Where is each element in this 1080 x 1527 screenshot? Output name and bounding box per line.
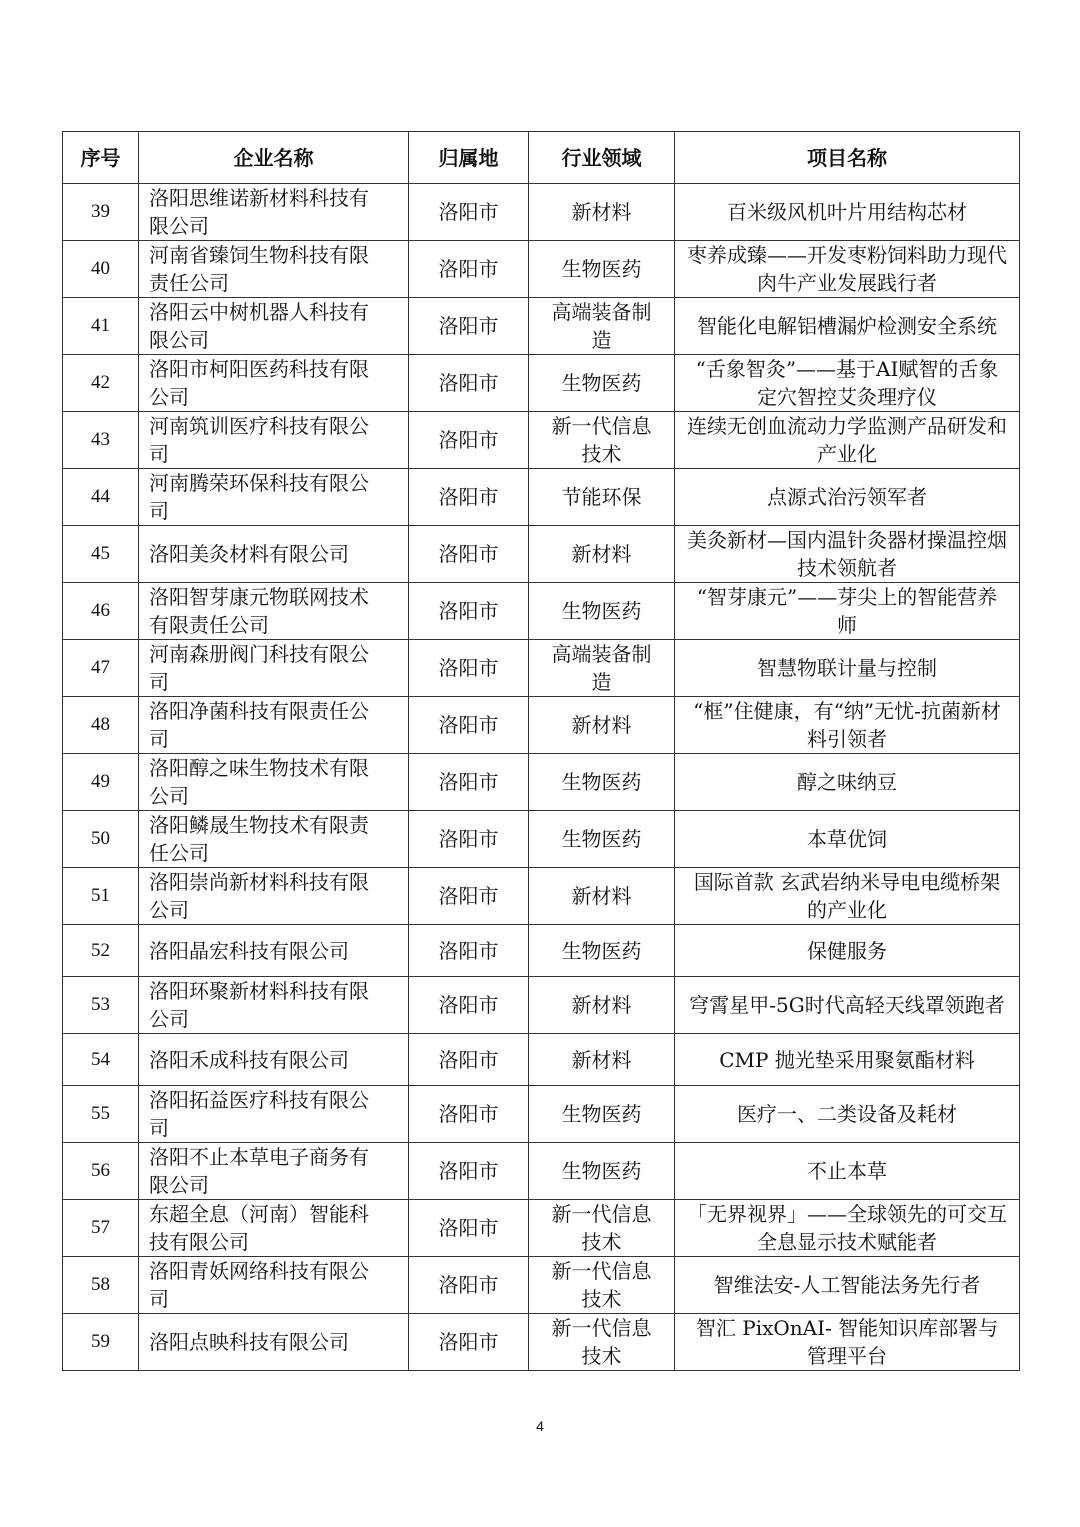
cell-no: 56 [63, 1143, 139, 1200]
header-company: 企业名称 [139, 132, 409, 184]
header-project: 项目名称 [675, 132, 1020, 184]
cell-location: 洛阳市 [409, 412, 529, 469]
cell-location: 洛阳市 [409, 298, 529, 355]
cell-company: 洛阳点映科技有限公司 [139, 1314, 409, 1371]
cell-company: 洛阳不止本草电子商务有限公司 [139, 1143, 409, 1200]
cell-industry: 生物医药 [529, 1143, 675, 1200]
cell-location: 洛阳市 [409, 640, 529, 697]
cell-industry: 新一代信息技术 [529, 1257, 675, 1314]
cell-no: 47 [63, 640, 139, 697]
cell-location: 洛阳市 [409, 526, 529, 583]
table-header-row [63, 132, 1020, 184]
cell-location: 洛阳市 [409, 1257, 529, 1314]
table-row [63, 241, 1020, 298]
cell-company: 河南腾荣环保科技有限公司 [139, 469, 409, 526]
table-row [63, 1086, 1020, 1143]
cell-project: 不止本草 [675, 1143, 1020, 1200]
cell-no: 42 [63, 355, 139, 412]
cell-location: 洛阳市 [409, 1314, 529, 1371]
cell-location: 洛阳市 [409, 925, 529, 977]
cell-project: 「无界视界」——全球领先的可交互全息显示技术赋能者 [675, 1200, 1020, 1257]
cell-company: 洛阳智芽康元物联网技术有限责任公司 [139, 583, 409, 640]
cell-no: 55 [63, 1086, 139, 1143]
cell-project: 智能化电解铝槽漏炉检测安全系统 [675, 298, 1020, 355]
cell-no: 45 [63, 526, 139, 583]
table-row [63, 811, 1020, 868]
cell-industry: 新一代信息技术 [529, 412, 675, 469]
cell-industry: 生物医药 [529, 754, 675, 811]
cell-no: 57 [63, 1200, 139, 1257]
cell-industry: 生物医药 [529, 1086, 675, 1143]
cell-industry: 新材料 [529, 977, 675, 1034]
cell-industry: 生物医药 [529, 811, 675, 868]
table-row [63, 526, 1020, 583]
cell-industry: 新材料 [529, 184, 675, 241]
table-row [63, 977, 1020, 1034]
cell-company: 洛阳禾成科技有限公司 [139, 1034, 409, 1086]
cell-project: 保健服务 [675, 925, 1020, 977]
cell-company: 洛阳云中树机器人科技有限公司 [139, 298, 409, 355]
table-row [63, 469, 1020, 526]
table-row [63, 925, 1020, 977]
cell-project: 醇之味纳豆 [675, 754, 1020, 811]
cell-industry: 新材料 [529, 697, 675, 754]
cell-company: 河南筑训医疗科技有限公司 [139, 412, 409, 469]
cell-company: 东超全息（河南）智能科技有限公司 [139, 1200, 409, 1257]
cell-industry: 生物医药 [529, 241, 675, 298]
cell-industry: 新材料 [529, 868, 675, 925]
cell-company: 洛阳崇尚新材料科技有限公司 [139, 868, 409, 925]
cell-location: 洛阳市 [409, 1200, 529, 1257]
cell-project: 医疗一、二类设备及耗材 [675, 1086, 1020, 1143]
cell-project: 智维法安-人工智能法务先行者 [675, 1257, 1020, 1314]
cell-project: 国际首款 玄武岩纳米导电电缆桥架的产业化 [675, 868, 1020, 925]
cell-company: 洛阳青妖网络科技有限公司 [139, 1257, 409, 1314]
cell-no: 58 [63, 1257, 139, 1314]
cell-no: 40 [63, 241, 139, 298]
cell-no: 39 [63, 184, 139, 241]
cell-no: 46 [63, 583, 139, 640]
cell-project: 穹霄星甲-5G时代高轻天线罩领跑者 [675, 977, 1020, 1034]
cell-industry: 生物医药 [529, 583, 675, 640]
table-row [63, 1257, 1020, 1314]
cell-no: 52 [63, 925, 139, 977]
cell-no: 51 [63, 868, 139, 925]
cell-project: “智芽康元”——芽尖上的智能营养师 [675, 583, 1020, 640]
table-body [63, 184, 1020, 1371]
cell-project: 本草优饲 [675, 811, 1020, 868]
table-row [63, 1200, 1020, 1257]
cell-location: 洛阳市 [409, 1143, 529, 1200]
cell-project: 点源式治污领军者 [675, 469, 1020, 526]
table-row [63, 298, 1020, 355]
header-industry: 行业领域 [529, 132, 675, 184]
cell-no: 44 [63, 469, 139, 526]
cell-industry: 节能环保 [529, 469, 675, 526]
table-row [63, 1143, 1020, 1200]
cell-project: CMP 抛光垫采用聚氨酯材料 [675, 1034, 1020, 1086]
table-row [63, 412, 1020, 469]
cell-no: 59 [63, 1314, 139, 1371]
cell-company: 洛阳鳞晟生物技术有限责任公司 [139, 811, 409, 868]
cell-industry: 生物医药 [529, 355, 675, 412]
table-row [63, 1034, 1020, 1086]
cell-no: 50 [63, 811, 139, 868]
table-row [63, 868, 1020, 925]
table-row [63, 754, 1020, 811]
cell-company: 河南森册阀门科技有限公司 [139, 640, 409, 697]
table-row [63, 697, 1020, 754]
page-number: 4 [536, 1418, 544, 1434]
cell-location: 洛阳市 [409, 241, 529, 298]
cell-industry: 新一代信息技术 [529, 1314, 675, 1371]
cell-industry: 高端装备制造 [529, 298, 675, 355]
cell-no: 53 [63, 977, 139, 1034]
cell-company: 洛阳市柯阳医药科技有限公司 [139, 355, 409, 412]
cell-company: 洛阳思维诺新材料科技有限公司 [139, 184, 409, 241]
cell-location: 洛阳市 [409, 184, 529, 241]
cell-industry: 新一代信息技术 [529, 1200, 675, 1257]
cell-company: 洛阳醇之味生物技术有限公司 [139, 754, 409, 811]
table-row [63, 640, 1020, 697]
cell-company: 洛阳环聚新材料科技有限公司 [139, 977, 409, 1034]
cell-location: 洛阳市 [409, 754, 529, 811]
cell-location: 洛阳市 [409, 977, 529, 1034]
cell-industry: 新材料 [529, 1034, 675, 1086]
cell-no: 41 [63, 298, 139, 355]
table-row [63, 184, 1020, 241]
cell-industry: 新材料 [529, 526, 675, 583]
cell-no: 49 [63, 754, 139, 811]
cell-location: 洛阳市 [409, 697, 529, 754]
cell-location: 洛阳市 [409, 469, 529, 526]
table-row [63, 583, 1020, 640]
header-no: 序号 [63, 132, 139, 184]
enterprise-table [62, 131, 1020, 1371]
table-row [63, 1314, 1020, 1371]
cell-no: 48 [63, 697, 139, 754]
cell-project: “框”住健康，有“纳”无忧-抗菌新材料引领者 [675, 697, 1020, 754]
cell-project: 智汇 PixOnAI- 智能知识库部署与管理平台 [675, 1314, 1020, 1371]
cell-location: 洛阳市 [409, 811, 529, 868]
cell-company: 洛阳晶宏科技有限公司 [139, 925, 409, 977]
cell-company: 洛阳美灸材料有限公司 [139, 526, 409, 583]
cell-industry: 高端装备制造 [529, 640, 675, 697]
cell-location: 洛阳市 [409, 1034, 529, 1086]
cell-project: 百米级风机叶片用结构芯材 [675, 184, 1020, 241]
cell-project: 智慧物联计量与控制 [675, 640, 1020, 697]
header-location: 归属地 [409, 132, 529, 184]
cell-company: 河南省臻饲生物科技有限责任公司 [139, 241, 409, 298]
cell-location: 洛阳市 [409, 1086, 529, 1143]
cell-location: 洛阳市 [409, 355, 529, 412]
cell-location: 洛阳市 [409, 583, 529, 640]
cell-project: “舌象智灸”——基于AI赋智的舌象定穴智控艾灸理疗仪 [675, 355, 1020, 412]
cell-location: 洛阳市 [409, 868, 529, 925]
cell-no: 54 [63, 1034, 139, 1086]
cell-no: 43 [63, 412, 139, 469]
cell-project: 连续无创血流动力学监测产品研发和产业化 [675, 412, 1020, 469]
table-row [63, 355, 1020, 412]
cell-project: 枣养成臻——开发枣粉饲料助力现代肉牛产业发展践行者 [675, 241, 1020, 298]
cell-company: 洛阳拓益医疗科技有限公司 [139, 1086, 409, 1143]
cell-project: 美灸新材—国内温针灸器材操温控烟技术领航者 [675, 526, 1020, 583]
cell-company: 洛阳净菌科技有限责任公司 [139, 697, 409, 754]
cell-industry: 生物医药 [529, 925, 675, 977]
